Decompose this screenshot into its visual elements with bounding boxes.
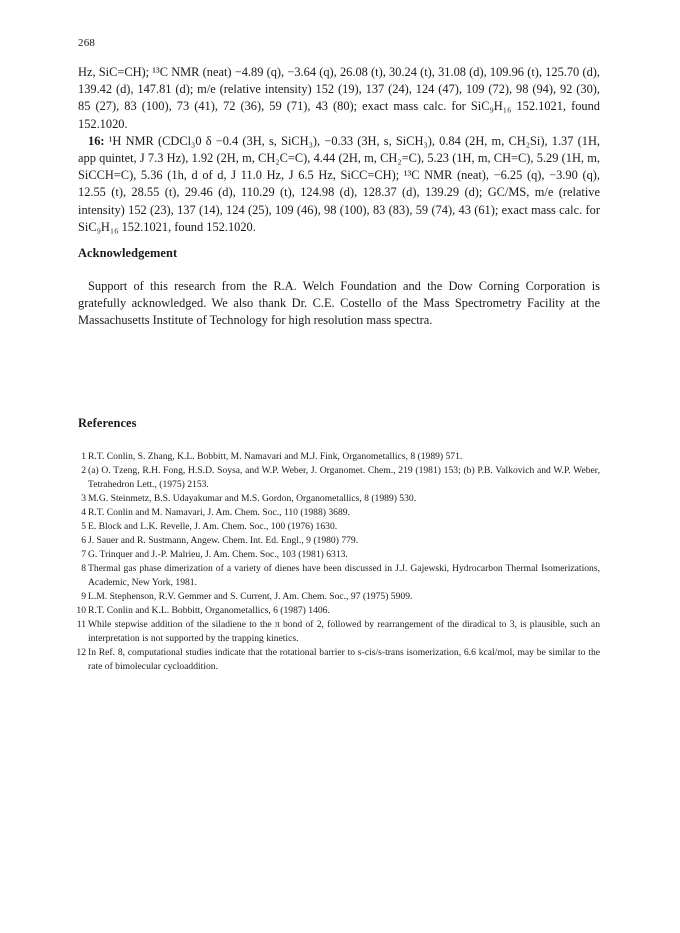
reference-text: R.T. Conlin and K.L. Bobbitt, Organometallics, 6 (1987) 1406. [88, 605, 330, 616]
reference-number: 9 [81, 591, 86, 602]
reference-item [78, 604, 600, 618]
compound-16-label: 16: [88, 133, 105, 148]
reference-number: 3 [81, 493, 86, 504]
reference-number: 5 [81, 521, 86, 532]
reference-text: J. Sauer and R. Sustmann, Angew. Chem. Int. Ed. Engl., 9 (1980) 779. [88, 535, 359, 546]
reference-item [78, 548, 600, 562]
reference-item [78, 646, 600, 674]
reference-list [78, 450, 600, 674]
reference-text: L.M. Stephenson, R.V. Gemmer and S. Current, J. Am. Chem. Soc., 97 (1975) 5909. [88, 591, 413, 602]
reference-text: R.T. Conlin, S. Zhang, K.L. Bobbitt, M. Namavari and M.J. Fink, Organometallics, 8 (1989) 571. [88, 451, 463, 462]
reference-number: 2 [81, 465, 86, 476]
reference-item [78, 534, 600, 548]
reference-item [78, 618, 600, 646]
acknowledgement-paragraph: Support of this research from the R.A. Welch Foundation and the Dow Corning Corporation is gratefully acknowledged. We also thank Dr. C.E. Costello of the Mass Spectrometry Facility at the Massachusetts Institute of Technology for high resolution mass spectra. [78, 279, 600, 328]
reference-text: (a) O. Tzeng, R.H. Fong, H.S.D. Soysa, and W.P. Weber, J. Organomet. Chem., 219 (1981) 153; (b) P.B. Valkovich and W.P. Weber, Tetrahedron Lett., (1975) 2153. [88, 465, 600, 490]
reference-number: 11 [76, 619, 86, 630]
reference-item [78, 590, 600, 604]
reference-text: While stepwise addition of the siladiene to the π bond of 2, followed by rearrangement of the diradical to 3, is plausible, such an interpretation is not supported by the trapping kinetics. [88, 619, 600, 644]
reference-number: 7 [81, 549, 86, 560]
reference-number: 10 [76, 605, 86, 616]
reference-number: 6 [81, 535, 86, 546]
reference-text: Thermal gas phase dimerization of a variety of dienes have been discussed in J.J. Gajewski, Hydrocarbon Thermal Isomerizations, Academic, New York, 1981. [88, 563, 600, 588]
reference-item [78, 450, 600, 464]
reference-text: In Ref. 8, computational studies indicate that the rotational barrier to s-cis/s-trans isomerization, 6.6 kcal/mol, may be similar to the rate of bimolecular cycloaddition. [88, 647, 600, 672]
references-heading: References [78, 416, 137, 430]
experimental-section [78, 64, 600, 236]
reference-number: 4 [81, 507, 86, 518]
reference-number: 12 [76, 647, 86, 658]
reference-text: R.T. Conlin and M. Namavari, J. Am. Chem. Soc., 110 (1988) 3689. [88, 507, 350, 518]
reference-text: M.G. Steinmetz, B.S. Udayakumar and M.S. Gordon, Organometallics, 8 (1989) 530. [88, 493, 417, 504]
page-number: 268 [78, 37, 96, 49]
experimental-continued-paragraph: Hz, SiC=CH); ¹³C NMR (neat) −4.89 (q), −3.64 (q), 26.08 (t), 30.24 (t), 31.08 (d), 109.96 (t), 125.70 (d), 139.42 (d), 147.81 (d); m/e (relative intensity) 152 (19), 137 (24), 124 (47), 109 (72), 98 (94), 92 (30), 85 (27), 83 (100), 73 (41), 72 (36), 59 (71), 43 (80); exact mass calc. for SiC₉H₁₆ 152.1021, found 152.1020. [78, 65, 600, 131]
acknowledgement-heading: Acknowledgement [78, 246, 178, 260]
compound-16-data: ¹H NMR (CDCl₃0 δ −0.4 (3H, s, SiCH₃), −0.33 (3H, s, SiCH₃), 0.84 (2H, m, CH₂Si), 1.37 (1H, app quintet, J 7.3 Hz), 1.92 (2H, m, CH₂C=C), 4.44 (2H, m, CH₂=C), 5.23 (1H, m, CH=C), 5.29 (1H, m, SiCCH=C), 5.36 (1h, d of d, J 11.0 Hz, J 6.5 Hz, SiCC=CH); ¹³C NMR (neat), −6.25 (q), −3.90 (q), 12.55 (t), 28.55 (t), 29.46 (d), 110.29 (t), 124.98 (d), 128.37 (d), 139.29 (d); GC/MS, m/e (relative intensity) 152 (23), 137 (14), 124 (25), 109 (46), 98 (100), 83 (83), 59 (74), 43 (61); exact mass calc. for SiC₉H₁₆ 152.1021, found 152.1020. [78, 133, 600, 234]
reference-item [78, 464, 600, 492]
reference-item [78, 492, 600, 506]
reference-number: 8 [81, 563, 86, 574]
reference-text: G. Trinquer and J.-P. Malrieu, J. Am. Chem. Soc., 103 (1981) 6313. [88, 549, 348, 560]
reference-item [78, 520, 600, 534]
reference-text: E. Block and L.K. Revelle, J. Am. Chem. Soc., 100 (1976) 1630. [88, 521, 338, 532]
reference-item [78, 506, 600, 520]
compound-16-paragraph [78, 133, 600, 236]
reference-item [78, 562, 600, 590]
reference-number: 1 [81, 451, 86, 462]
